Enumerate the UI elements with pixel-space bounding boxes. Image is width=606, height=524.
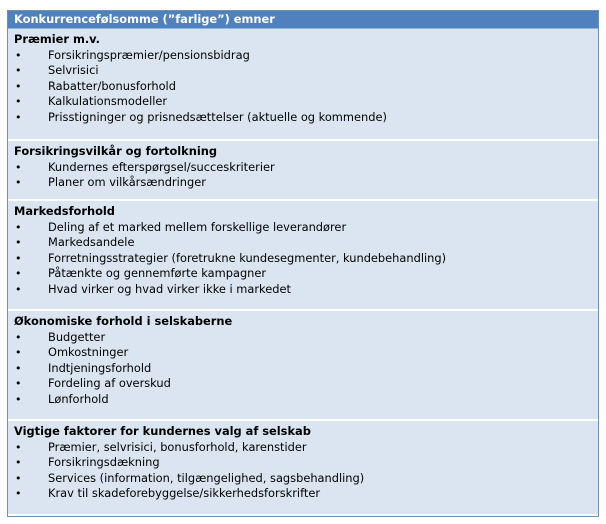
bullet-icon: • xyxy=(15,471,22,485)
bullet-icon: • xyxy=(15,220,22,234)
bullet-icon: • xyxy=(15,95,22,109)
list-item: • Planer om vilkårsændringer xyxy=(15,175,206,190)
bullet-icon: • xyxy=(15,361,22,375)
bullet-icon: • xyxy=(15,282,22,296)
list-item: • Deling af et marked mellem forskellige leverandører xyxy=(15,219,347,234)
list-item: • Selvrisici xyxy=(15,63,99,78)
section-title: Vigtige faktorer for kundernes valg af selskab xyxy=(14,424,311,438)
bullet-icon: • xyxy=(15,440,22,454)
bullet-icon: • xyxy=(15,456,22,470)
section-customer-factors xyxy=(8,420,598,514)
section-premiums xyxy=(8,29,598,140)
bullet-icon: • xyxy=(15,176,22,190)
list-item: • Omkostninger xyxy=(15,345,129,360)
list-item: • Lønforhold xyxy=(15,391,109,406)
section-list xyxy=(14,330,598,408)
list-item: • Forretningsstrategier (foretrukne kundesegmenter, kundebehandling) xyxy=(15,250,447,265)
list-item: • Markedsandele xyxy=(15,235,135,250)
bullet-icon: • xyxy=(15,346,22,360)
bullet-icon: • xyxy=(15,392,22,406)
list-item: • Budgetter xyxy=(15,329,106,344)
section-list xyxy=(14,160,598,191)
list-item: • Kundernes efterspørgsel/succeskriterier xyxy=(15,159,275,174)
list-item: • Krav til skadeforebyggelse/sikkerhedsforskrifter xyxy=(15,486,321,501)
bullet-icon: • xyxy=(15,330,22,344)
bullet-icon: • xyxy=(15,377,22,391)
list-item: • Rabatter/bonusforhold xyxy=(15,78,176,93)
list-item: • Prisstigninger og prisnedsættelser (aktuelle og kommende) xyxy=(15,109,387,124)
list-item: • Kalkulationsmodeller xyxy=(15,94,168,109)
bullet-icon: • xyxy=(15,236,22,250)
section-finances xyxy=(8,310,598,420)
section-title: Præmier m.v. xyxy=(14,32,101,46)
list-item: • Forsikringsdækning xyxy=(15,455,160,470)
bullet-icon: • xyxy=(15,110,22,124)
list-item: • Hvad virker og hvad virker ikke i markedet xyxy=(15,281,291,296)
section-terms xyxy=(8,140,598,200)
list-item: • Præmier, selvrisici, bonusforhold, karenstider xyxy=(15,439,307,454)
list-item: • Forsikringspræmier/pensionsbidrag xyxy=(15,47,250,62)
table-header: Konkurrencefølsomme (”farlige”) emner xyxy=(8,11,598,29)
section-title: Forsikringsvilkår og fortolkning xyxy=(14,144,218,158)
topics-table xyxy=(7,10,599,517)
bullet-icon: • xyxy=(15,79,22,93)
section-title: Økonomiske forhold i selskaberne xyxy=(14,314,233,328)
bullet-icon: • xyxy=(15,48,22,62)
bullet-icon: • xyxy=(15,487,22,501)
section-title: Markedsforhold xyxy=(14,204,115,218)
bullet-icon: • xyxy=(15,267,22,281)
bullet-icon: • xyxy=(15,160,22,174)
section-market xyxy=(8,200,598,310)
list-item: • Påtænkte og gennemførte kampagner xyxy=(15,266,267,281)
bullet-icon: • xyxy=(15,251,22,265)
section-list xyxy=(14,220,598,298)
section-list xyxy=(14,440,598,502)
section-list xyxy=(14,48,598,126)
list-item: • Services (information, tilgængelighed, sagsbehandling) xyxy=(15,470,365,485)
list-item: • Indtjeningsforhold xyxy=(15,360,152,375)
bullet-icon: • xyxy=(15,64,22,78)
list-item: • Fordeling af overskud xyxy=(15,376,171,391)
